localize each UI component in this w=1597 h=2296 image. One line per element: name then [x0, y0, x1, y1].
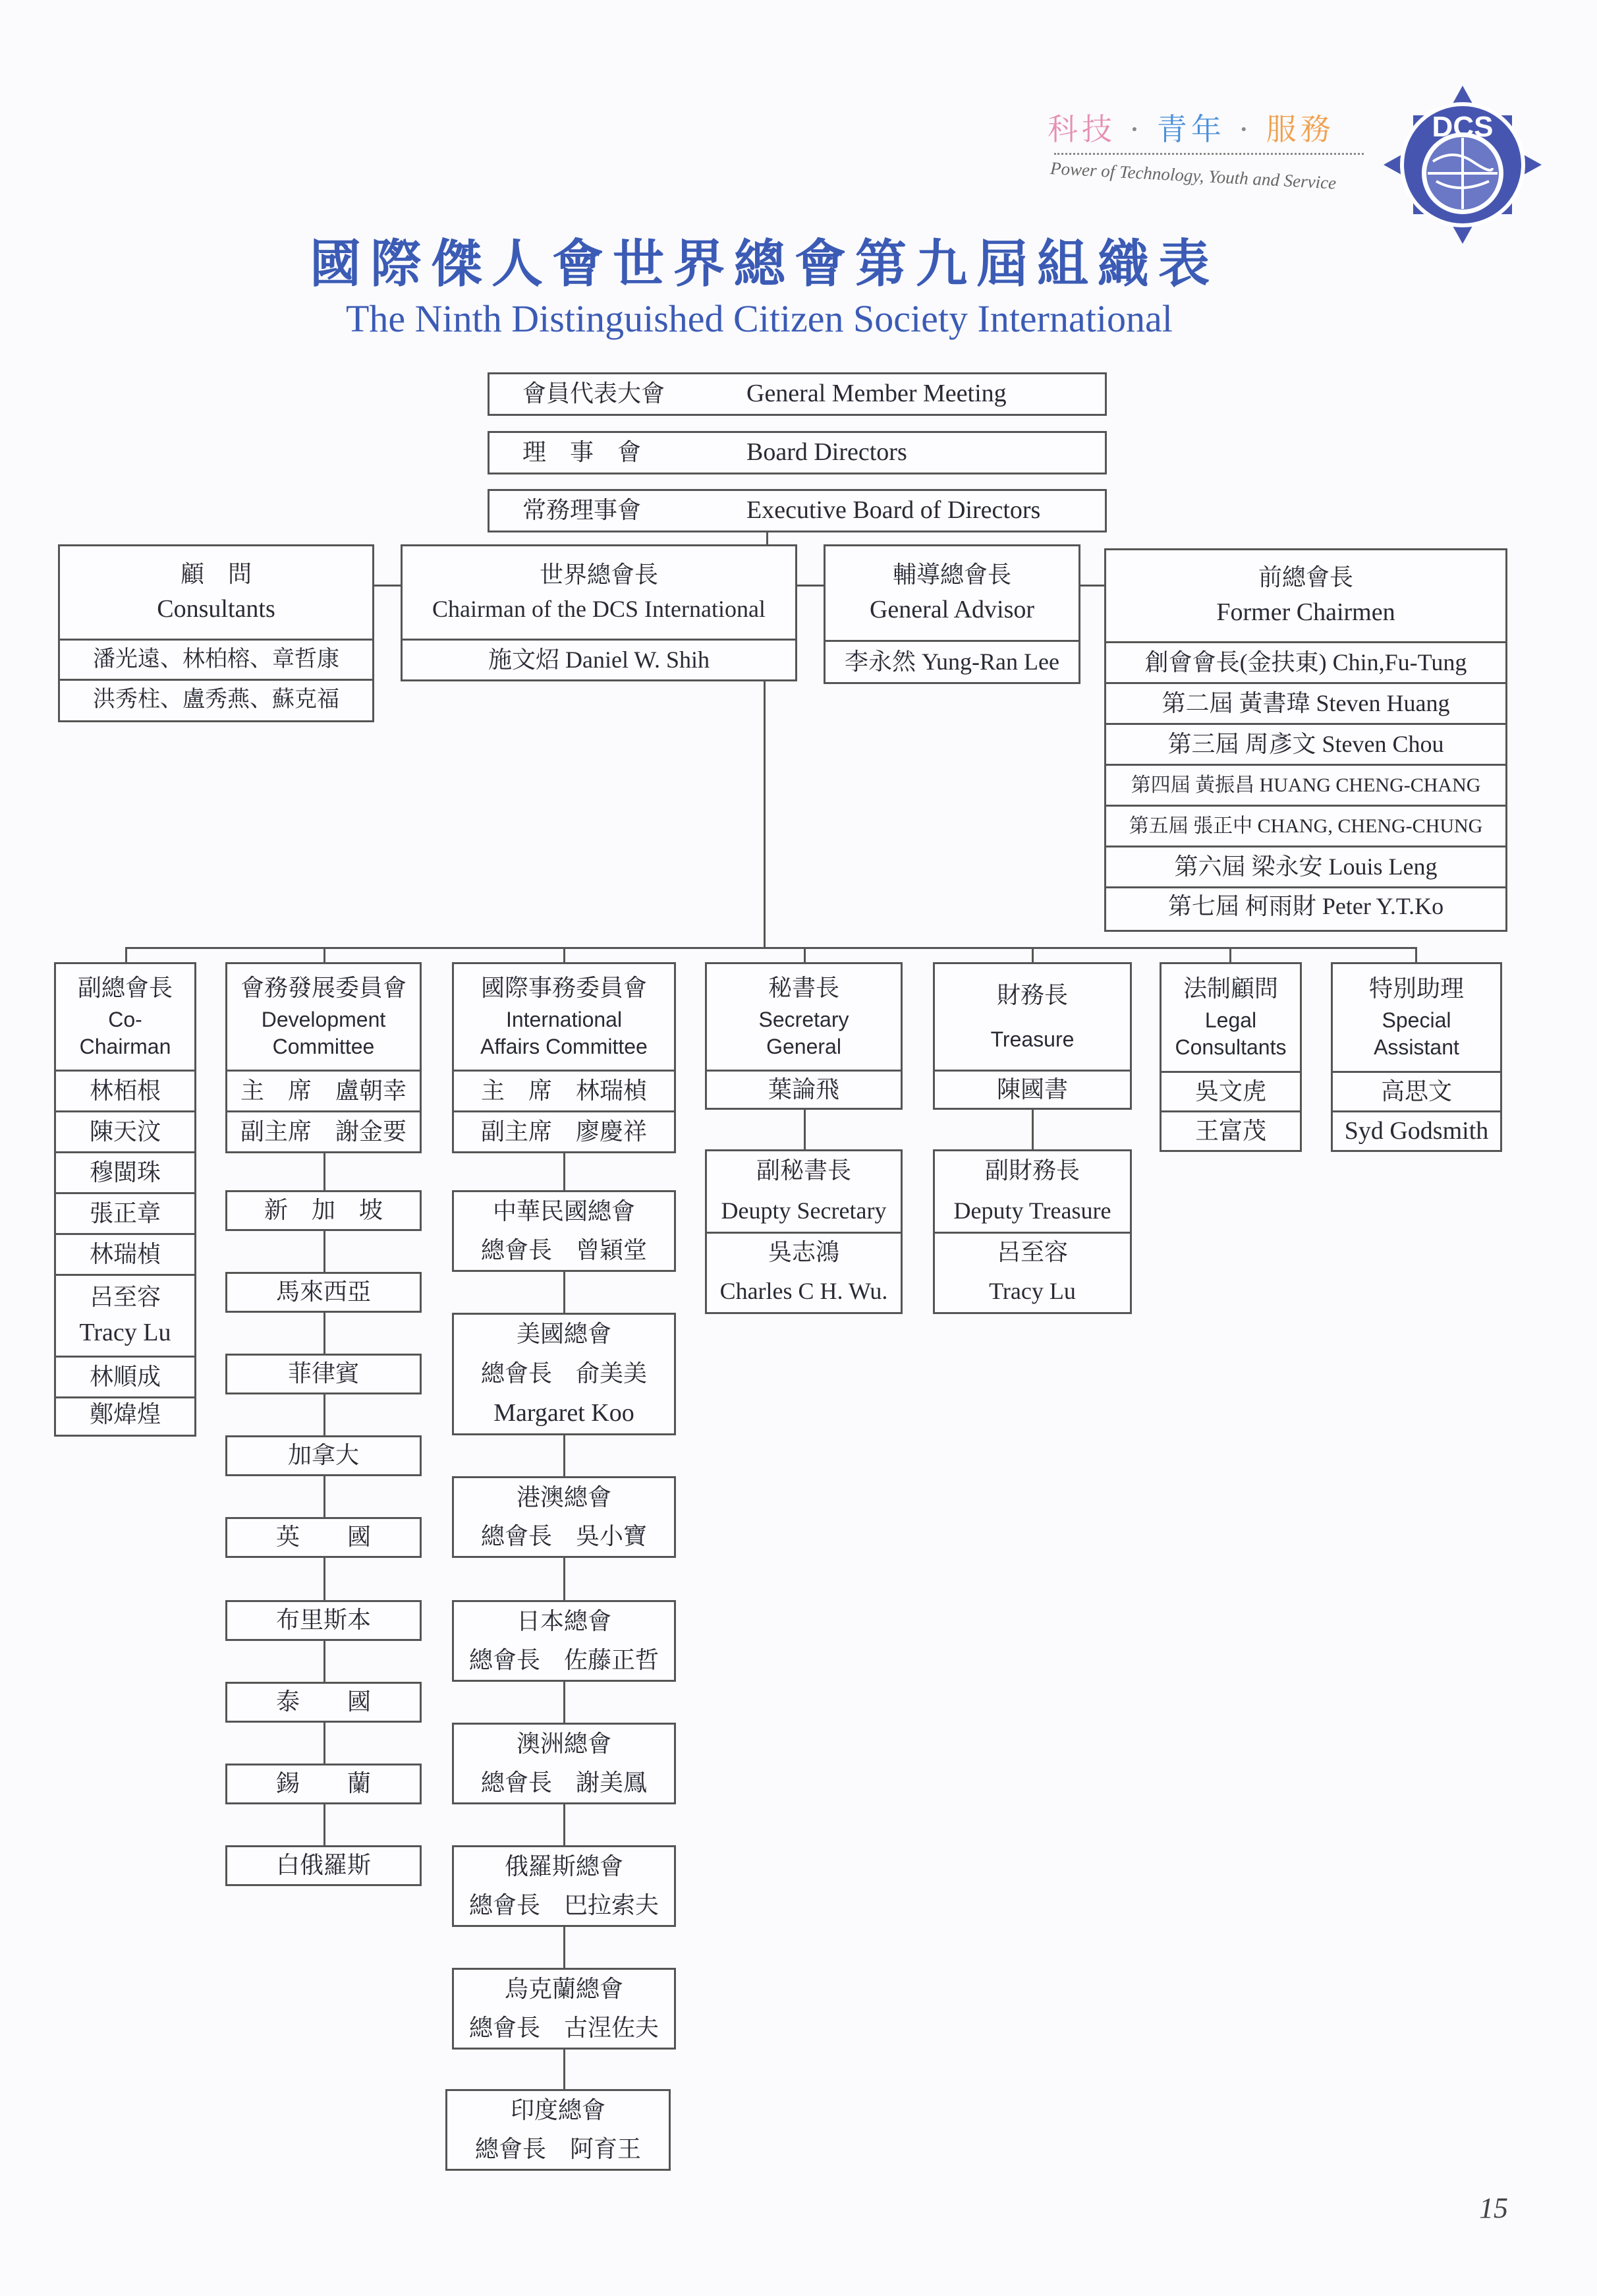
- branch-australia: [452, 1723, 676, 1804]
- treasure-title-en: Treasure: [990, 1027, 1075, 1052]
- slogan-english: Power of Technology, Youth and Service: [1050, 158, 1337, 193]
- co-chairman-box: [54, 962, 196, 1437]
- former-chairman-row: 第三屆 周彥文 Steven Chou: [1106, 723, 1505, 764]
- slogan-divider: [1054, 153, 1364, 155]
- branch-president: 總會長 巴拉索夫: [468, 1891, 659, 1919]
- country-brisbane: 布里斯本: [225, 1600, 422, 1641]
- branch-president: 總會長 俞美美: [480, 1360, 647, 1388]
- legal-title-en1: Legal: [1204, 1008, 1257, 1032]
- top-zh-1: 理 事 會: [522, 439, 642, 467]
- co-chairman-member: 林順成: [56, 1356, 194, 1396]
- international-title-zh: 國際事務委員會: [480, 975, 647, 1002]
- deputy-treasure-box: [933, 1149, 1132, 1314]
- legal-member: 吳文虎: [1162, 1071, 1300, 1110]
- slogan-service: 服務: [1266, 111, 1335, 147]
- legal-title-zh: 法制顧問: [1183, 975, 1278, 1003]
- country-canada: 加拿大: [225, 1435, 422, 1476]
- consultants-box: [58, 544, 374, 722]
- special-member: Syd Godsmith: [1333, 1110, 1500, 1150]
- branch-name: 澳洲總會: [516, 1730, 611, 1758]
- page-title-zh: 國際傑人會世界總會第九屆組織表: [310, 234, 1219, 294]
- page-number: 15: [1479, 2192, 1508, 2224]
- special-title-en2: Assistant: [1374, 1035, 1459, 1059]
- co-chairman-member: 張正章: [56, 1192, 194, 1233]
- co-chairman-member: 穆閩珠: [56, 1151, 194, 1192]
- connector: [374, 585, 401, 587]
- top-zh-2: 常務理事會: [522, 497, 642, 525]
- treasure-box: [933, 962, 1132, 1110]
- chairman-box: [401, 544, 797, 681]
- connector: [323, 1153, 325, 1865]
- executive-board-box: [488, 489, 1107, 532]
- connector: [1032, 1110, 1034, 1151]
- former-chairman-row: 第七屆 柯雨財 Peter Y.T.Ko: [1106, 886, 1505, 925]
- former-chairman-row: 第四屆 黃振昌 HUANG CHENG-CHANG: [1106, 764, 1505, 805]
- deputy-treasure-name-en: Tracy Lu: [989, 1278, 1076, 1305]
- international-chair: 主 席 林瑞楨: [454, 1070, 674, 1110]
- development-title-en1: Development: [261, 1007, 386, 1031]
- logo-text: DCS: [1432, 111, 1494, 143]
- deputy-secretary-title-zh: 副秘書長: [756, 1157, 851, 1185]
- co-chairman-member: 林栢根: [56, 1070, 194, 1110]
- branch-japan: [452, 1600, 676, 1682]
- secretary-name: 葉論飛: [707, 1070, 901, 1108]
- secretary-general-box: [705, 962, 903, 1110]
- slogan-dot-1: ·: [1129, 111, 1144, 147]
- branch-name: 烏克蘭總會: [504, 1975, 623, 2003]
- co-chairman-title-en2: Chairman: [79, 1034, 171, 1058]
- branch-india: [445, 2089, 671, 2171]
- connector: [804, 1110, 806, 1151]
- branch-president: 總會長 謝美鳳: [480, 1769, 647, 1796]
- co-chairman-title-zh: 副總會長: [77, 975, 173, 1002]
- branch-president: 總會長 佐藤正哲: [468, 1646, 659, 1674]
- branch-president-en: Margaret Koo: [493, 1399, 634, 1427]
- consultants-title-zh: 顧 問: [180, 561, 252, 588]
- deputy-secretary-title-en: Deupty Secretary: [721, 1197, 887, 1224]
- connector: [125, 947, 1416, 949]
- co-chairman-member: Tracy Lu: [79, 1319, 171, 1347]
- international-title-en1: International: [505, 1007, 623, 1031]
- top-en-0: General Member Meeting: [746, 380, 1007, 408]
- country-uk: 英 國: [225, 1517, 422, 1558]
- top-zh-0: 會員代表大會: [522, 380, 665, 408]
- legal-consultants-box: [1160, 962, 1302, 1152]
- former-chairman-row: 第五屆 張正中 CHANG, CHENG-CHUNG: [1106, 805, 1505, 846]
- branch-ukraine: [452, 1968, 676, 2050]
- special-title-en1: Special: [1382, 1008, 1451, 1032]
- branch-hk-macau: [452, 1476, 676, 1558]
- co-chairman-member: 鄭煒煌: [56, 1396, 194, 1431]
- consultants-title-en: Consultants: [157, 594, 275, 623]
- top-en-2: Executive Board of Directors: [746, 496, 1041, 525]
- branch-president: 總會長 阿育王: [474, 2135, 641, 2163]
- deputy-treasure-title-zh: 副財務長: [984, 1157, 1080, 1185]
- general-member-meeting-box: [488, 372, 1107, 416]
- slogan: [1048, 105, 1377, 152]
- country-ceylon: 錫 蘭: [225, 1764, 422, 1804]
- co-chairman-member: 呂至容: [89, 1283, 161, 1311]
- legal-member: 王富茂: [1162, 1110, 1300, 1150]
- advisor-name: 李永然 Yung-Ran Lee: [826, 640, 1079, 682]
- chairman-name: 施文炤 Daniel W. Shih: [403, 639, 795, 679]
- advisor-title-en: General Advisor: [869, 595, 1035, 623]
- advisor-title-zh: 輔導總會長: [892, 561, 1011, 589]
- former-chairman-row: 創會會長(金扶東) Chin,Fu-Tung: [1106, 641, 1505, 682]
- branch-name: 中華民國總會: [492, 1197, 635, 1225]
- country-singapore: 新 加 坡: [225, 1190, 422, 1231]
- chairman-title-zh: 世界總會長: [539, 561, 658, 589]
- country-belarus: 白俄羅斯: [225, 1845, 422, 1886]
- branch-usa: [452, 1313, 676, 1435]
- consultants-row: 洪秀柱、盧秀燕、蘇克福: [60, 679, 372, 719]
- co-chairman-member: 林瑞楨: [56, 1233, 194, 1274]
- branch-president: 總會長 曾穎堂: [480, 1236, 647, 1264]
- deputy-secretary-name-en: Charles C H. Wu.: [719, 1278, 888, 1305]
- treasure-title-zh: 財務長: [996, 981, 1068, 1009]
- branch-name: 美國總會: [516, 1321, 611, 1348]
- globe-icon: [1380, 82, 1545, 247]
- secretary-title-en1: Secretary: [758, 1007, 849, 1031]
- special-assistant-box: [1331, 962, 1502, 1152]
- page-title-en: The Ninth Distinguished Citizen Society International: [346, 297, 1173, 340]
- connector: [797, 585, 824, 587]
- former-title-zh: 前總會長: [1258, 564, 1353, 592]
- branch-president: 總會長 古涅佐夫: [468, 2014, 659, 2042]
- co-chairman-member: 陳天汶: [56, 1110, 194, 1151]
- chairman-title-en: Chairman of the DCS International: [432, 596, 766, 622]
- branch-roc: [452, 1190, 676, 1272]
- development-vice-chair: 副主席 謝金要: [227, 1110, 420, 1151]
- dcs-logo: [1380, 82, 1545, 247]
- former-chairmen-box: [1104, 548, 1507, 932]
- special-member: 高思文: [1333, 1071, 1500, 1110]
- development-committee-box: [225, 962, 422, 1153]
- development-title-en2: Committee: [272, 1034, 375, 1058]
- secretary-title-zh: 秘書長: [768, 975, 839, 1002]
- deputy-secretary-name-zh: 吳志鴻: [707, 1232, 901, 1271]
- branch-name: 印度總會: [510, 2096, 605, 2124]
- connector: [1080, 585, 1104, 587]
- international-vice-chair: 副主席 廖慶祥: [454, 1110, 674, 1151]
- connector: [764, 681, 766, 948]
- development-chair: 主 席 盧朝幸: [227, 1070, 420, 1110]
- consultants-row: 潘光遠、林柏榕、章哲康: [60, 639, 372, 679]
- international-title-en2: Affairs Committee: [480, 1034, 648, 1058]
- branch-president: 總會長 吳小寶: [480, 1522, 647, 1550]
- international-affairs-box: [452, 962, 676, 1153]
- country-philippines: 菲律賓: [225, 1354, 422, 1394]
- country-malaysia: 馬來西亞: [225, 1272, 422, 1313]
- co-chairman-title-en1: Co-: [108, 1007, 142, 1031]
- branch-name: 港澳總會: [516, 1483, 611, 1511]
- branch-name: 日本總會: [516, 1607, 611, 1635]
- board-directors-box: [488, 431, 1107, 474]
- former-chairman-row: 第六屆 梁永安 Louis Leng: [1106, 846, 1505, 886]
- deputy-treasure-name-zh: 呂至容: [935, 1232, 1130, 1271]
- secretary-title-en2: General: [766, 1034, 841, 1058]
- former-title-en: Former Chairmen: [1216, 598, 1395, 626]
- advisor-box: [824, 544, 1080, 684]
- former-chairman-row: 第二屆 黃書瑋 Steven Huang: [1106, 682, 1505, 723]
- deputy-treasure-title-en: Deputy Treasure: [953, 1197, 1111, 1224]
- slogan-youth: 青年: [1156, 111, 1225, 147]
- country-thailand: 泰 國: [225, 1682, 422, 1723]
- treasure-name: 陳國書: [935, 1070, 1130, 1108]
- branch-russia: [452, 1845, 676, 1927]
- slogan-dot-2: ·: [1239, 111, 1253, 147]
- special-title-zh: 特別助理: [1368, 975, 1464, 1003]
- branch-name: 俄羅斯總會: [504, 1852, 623, 1880]
- deputy-secretary-box: [705, 1149, 903, 1314]
- slogan-tech: 科技: [1048, 111, 1116, 147]
- legal-title-en2: Consultants: [1175, 1035, 1287, 1059]
- development-title-zh: 會務發展委員會: [240, 975, 406, 1002]
- top-en-1: Board Directors: [746, 438, 907, 467]
